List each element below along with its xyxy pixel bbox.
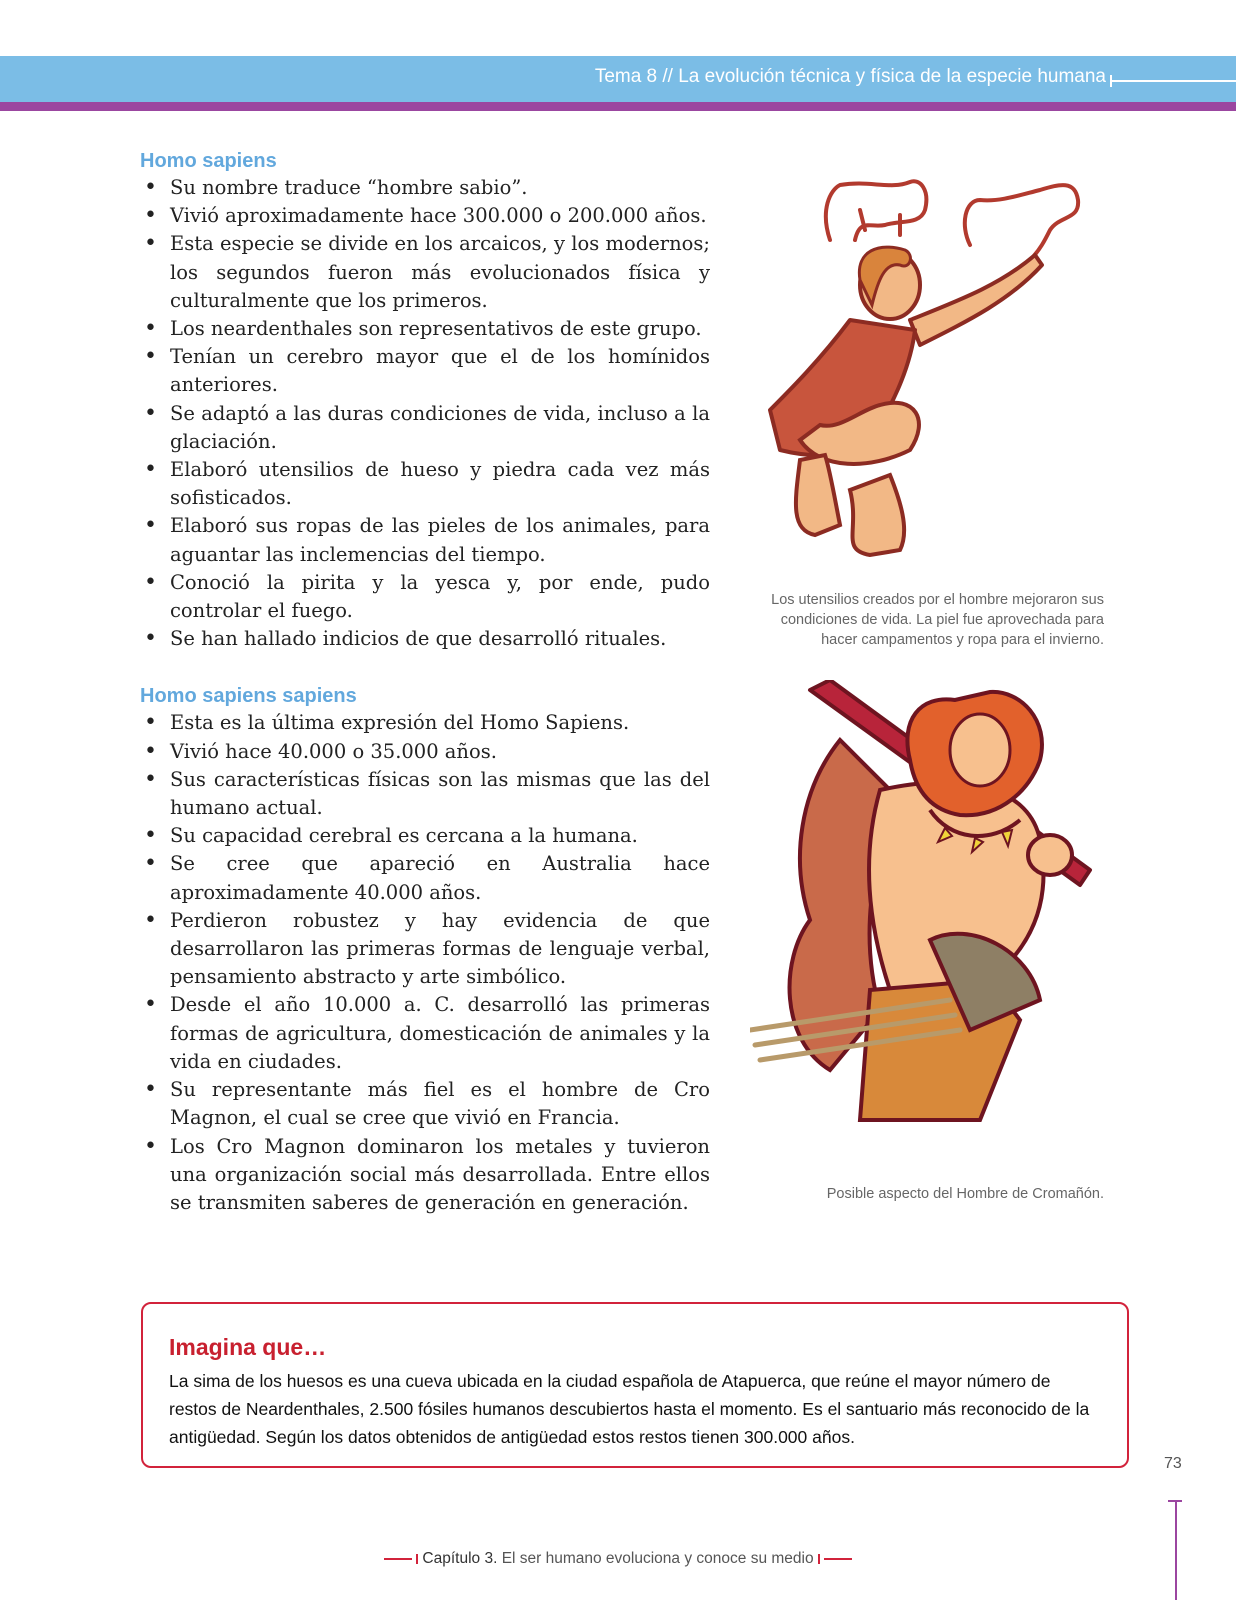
painter-foot-back	[796, 455, 840, 535]
list-item: • Vivió aproximadamente hace 300.000 o 200.000 años.	[170, 202, 710, 230]
list-item: • Su capacidad cerebral es cercana a la humana.	[170, 822, 710, 850]
painter-arm	[910, 255, 1042, 345]
footer-chapter-title: El ser humano evoluciona y conoce su medio	[501, 1550, 814, 1567]
list-item: • Se han hallado indicios de que desarrolló rituales.	[170, 625, 710, 653]
hand-on-club	[1028, 835, 1072, 875]
list-item: • Desde el año 10.000 a. C. desarrolló las primeras formas de agricultura, domesticación de animales y la vida en ciudades.	[170, 991, 710, 1076]
section-gap	[140, 653, 710, 683]
footer-rule-right	[824, 1558, 852, 1560]
header-title: Tema 8 // La evolución técnica y física de la especie humana	[594, 66, 1106, 87]
footer-rule-left	[384, 1558, 412, 1560]
cromagnon-caption: Posible aspecto del Hombre de Cromañón.	[826, 1186, 1104, 1202]
list-item: • Los neardenthales son representativos de este grupo.	[170, 315, 710, 343]
header-rule-cap	[1110, 75, 1112, 87]
list-item: • Su representante más fiel es el hombre de Cro Magnon, el cual se cree que vivió en Francia.	[170, 1076, 710, 1132]
footer-rule-left-cap	[416, 1554, 418, 1564]
footer-rule-right-cap	[818, 1554, 820, 1564]
header-stripe	[0, 102, 1236, 111]
callout-title: Imagina que…	[169, 1334, 327, 1360]
list-item: • Se cree que apareció en Australia hace aproximadamente 40.000 años.	[170, 850, 710, 906]
header-rule	[1110, 80, 1236, 82]
cave-painter-caption: Los utensilios creados por el hombre mejoraron sus condiciones de vida. La piel fue aprovechada para hacer campamentos y ropa para el invierno.	[771, 592, 1104, 648]
list-item: • Esta especie se divide en los arcaicos, y los modernos; los segundos fueron más evolucionados física y culturalmente que los primeros.	[170, 230, 710, 315]
imagina-que-callout	[141, 1302, 1129, 1468]
callout-text: La sima de los huesos es una cueva ubicada en la ciudad española de Atapuerca, que reúne el mayor número de restos de Neardenthales, 2.500 fósiles humanos descubiertos hasta el momento. Es el santuario más reconocido de la antigüedad. Según los datos obtenidos de antigüedad estos restos tienen 300.000 años.	[169, 1371, 1090, 1447]
homo-sapiens-sapiens-list	[140, 709, 710, 1217]
footer	[0, 1550, 1236, 1568]
page-number: 73	[1164, 1455, 1182, 1472]
painted-animal-left	[826, 181, 926, 240]
list-item: • Tenían un cerebro mayor que el de los homínidos anteriores.	[170, 343, 710, 399]
list-item: • Sus características físicas son las mismas que las del humano actual.	[170, 766, 710, 822]
list-item: • Su nombre traduce “hombre sabio”.	[170, 174, 710, 202]
cave-painter-illustration	[760, 170, 1100, 570]
list-item: • Elaboró sus ropas de las pieles de los animales, para aguantar las inclemencias del tiempo.	[170, 512, 710, 568]
homo-sapiens-list	[140, 174, 710, 653]
footer-chapter-label: Capítulo 3.	[422, 1550, 498, 1567]
cromagnon-face	[950, 714, 1010, 786]
list-item: • Conoció la pirita y la yesca y, por ende, pudo controlar el fuego.	[170, 569, 710, 625]
painted-animal-right	[965, 185, 1078, 260]
list-item: • Esta es la última expresión del Homo Sapiens.	[170, 709, 710, 737]
section-title-homo-sapiens: Homo sapiens	[140, 150, 277, 172]
main-content	[140, 148, 710, 1217]
list-item: • Vivió hace 40.000 o 35.000 años.	[170, 738, 710, 766]
section-title-homo-sapiens-sapiens: Homo sapiens sapiens	[140, 685, 357, 708]
cromagnon-illustration	[750, 680, 1120, 1150]
list-item: • Se adaptó a las duras condiciones de vida, incluso a la glaciación.	[170, 400, 710, 456]
list-item: • Elaboró utensilios de hueso y piedra cada vez más sofisticados.	[170, 456, 710, 512]
list-item: • Perdieron robustez y hay evidencia de que desarrollaron las primeras formas de lenguaje verbal, pensamiento abstracto y arte simbólico.	[170, 907, 710, 992]
painter-foot	[850, 475, 904, 555]
list-item: • Los Cro Magnon dominaron los metales y tuvieron una organización social más desarrollada. Entre ellos se transmiten saberes de generación en generación.	[170, 1133, 710, 1218]
